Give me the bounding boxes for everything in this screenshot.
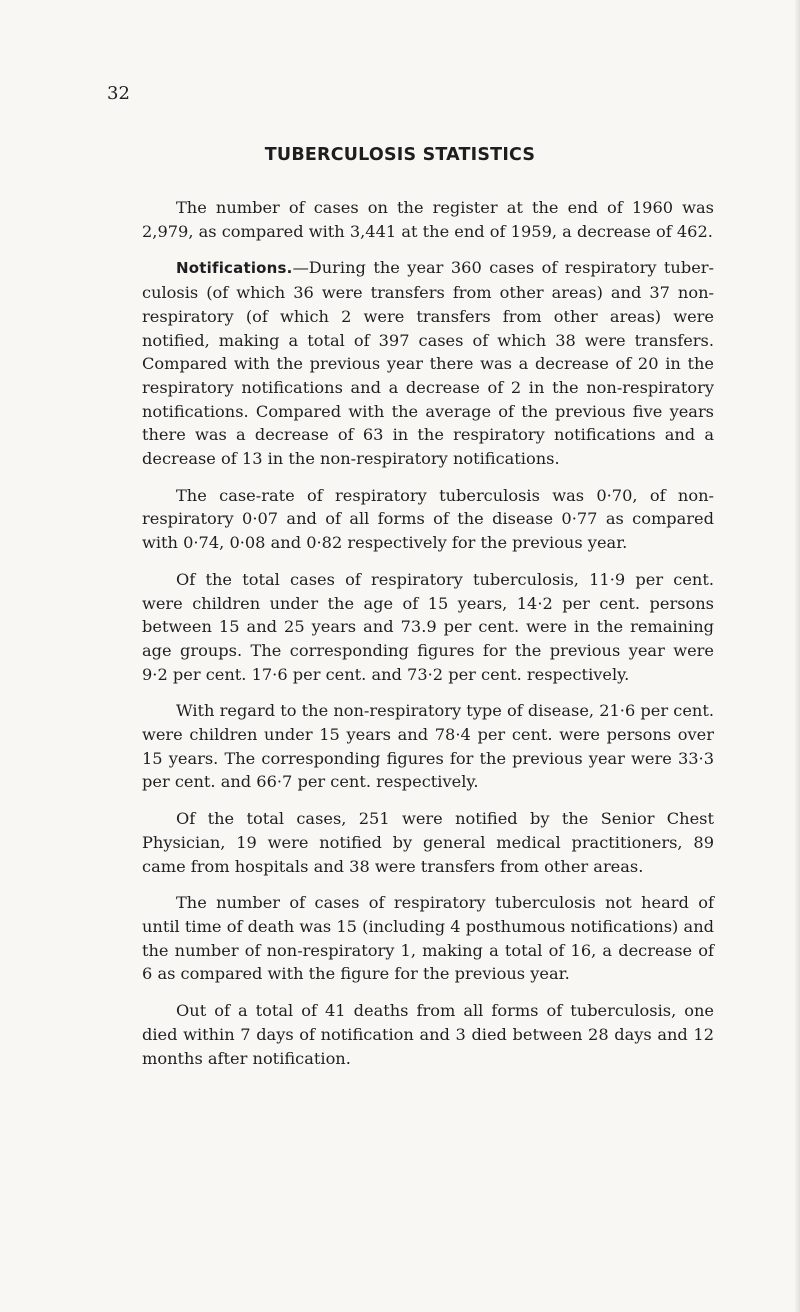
paragraph-non-respiratory-ages: With regard to the non-respiratory type of disease, 21·6 per cent. were children under 15 years and 78·4 per cent. were persons over 15 years. The corresponding figures for the previous year were 33·3 per cent. and 66·7 per cent. respectively. — [142, 701, 714, 792]
paragraph-register: The number of cases on the register at the end of 1960 was 2,979, as compared with 3,441 at the end of 1959, a decrease of 462. — [142, 198, 714, 241]
page-number: 32 — [107, 83, 130, 104]
paragraph-death-notifications: The number of cases of respiratory tuberculosis not heard of until time of death was 15 (including 4 posthumous notifications) and the number of non-respiratory 1, making a total of 16, a decrease of 6 as compared with the figure for the previous year. — [142, 893, 714, 984]
notifications-heading: Notifications. — [176, 259, 293, 278]
paragraph-deaths: Out of a total of 41 deaths from all forms of tuberculosis, one died within 7 days of notification and 3 died between 28 days and 12 months after notification. — [142, 1001, 714, 1068]
paragraph-case-rate: The case-rate of respiratory tuberculosis was 0·70, of non-respiratory 0·07 and of all forms of the disease 0·77 as compared with 0·74, 0·08 and 0·82 respectively for the previous year. — [142, 485, 714, 553]
paragraph-sources: Of the total cases, 251 were notified by the Senior Chest Physician, 19 were notified by general medical practitioners, 89 came from hospitals and 38 were transfers from other areas. — [142, 809, 714, 876]
paragraph-respiratory-ages: Of the total cases of respiratory tuberculosis, 11·9 per cent. were children under the age of 15 years, 14·2 per cent. persons between 15 and 25 years and 73.9 per cent. were in the remaining age groups. The corresponding figures for the previous year were 9·2 per cent. 17·6 per cent. and 73·2 per cent. respectively. — [142, 569, 714, 684]
page-edge-shadow — [794, 0, 800, 1312]
notifications-text: —During the year 360 cases of respiratory tuber-culosis (of which 36 were transfers from other areas) and 37 non-respiratory (of which 2 were transfers from other areas) were notified, making a total of 397 cases of which 38 were transfers. Compared with the previous year there was a decrease of 20 in the respiratory notifications and a decrease of 2 in the non-respiratory notifications. Compared with the average of the previous five years there was a decrease of 63 in the respiratory notifications and a decrease of 13 in the non-respiratory notifications. — [142, 258, 714, 469]
page-title: TUBERCULOSIS STATISTICS — [264, 145, 536, 165]
body-text — [142, 196, 714, 1083]
paragraph-notifications — [142, 256, 714, 470]
